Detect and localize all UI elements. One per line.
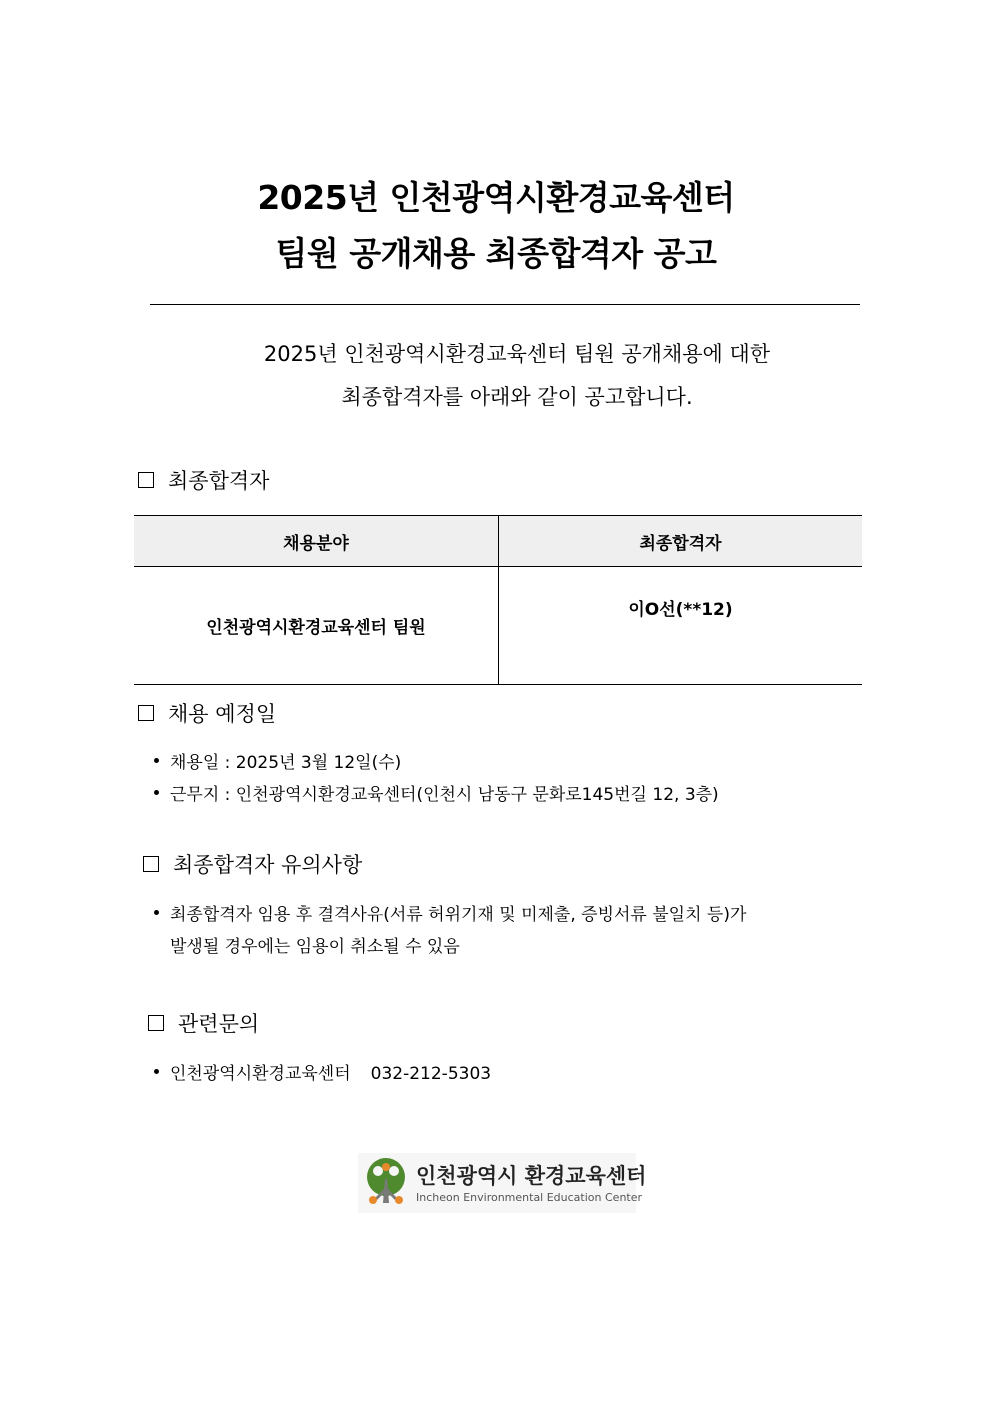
bullet-dot-icon [154,1069,159,1074]
checkbox-square-icon [148,1015,164,1031]
page-title-line-1: 2025년 인천광역시환경교육센터 [257,178,735,217]
bullet-dot-icon [154,910,159,915]
list-item [170,1059,491,1084]
table-cell-finalist: 이O선(**12) [499,567,863,685]
bullet-dot-icon [154,758,159,763]
list-item-continuation: 발생될 경우에는 임용이 취소될 수 있음 [170,937,460,957]
table-header-finalist: 최종합격자 [499,516,863,567]
checkbox-square-icon [138,705,154,721]
contact-org: 인천광역시환경교육센터 [170,1064,351,1084]
list-item-text: 근무지 : 인천광역시환경교육센터(인천시 남동구 문화로145번길 12, 3층) [170,785,719,805]
intro-line-1: 2025년 인천광역시환경교육센터 팀원 공개채용에 대한 [263,342,771,366]
intro-line-2: 최종합격자를 아래와 같이 공고합니다. [341,385,693,409]
section-schedule-heading-text: 채용 예정일 [168,702,277,726]
results-table [134,515,862,685]
section-contact-heading-text: 관련문의 [178,1012,260,1036]
logo-name-en: Incheon Environmental Education Center [416,1191,643,1204]
table-header-field: 채용분야 [134,516,499,567]
bullet-dot-icon [154,790,159,795]
tree-icon [367,1158,405,1204]
logo-name-kr: 인천광역시 환경교육센터 [416,1164,647,1188]
section-notes-heading [143,849,362,879]
table-row [134,567,862,685]
section-schedule-heading [138,698,276,728]
section-contact-heading [148,1008,259,1038]
section-notes-heading-text: 최종합격자 유의사항 [173,853,363,877]
section-results-heading-text: 최종합격자 [168,469,270,493]
list-item [170,780,719,805]
title-divider [150,304,860,305]
list-item-text: 채용일 : 2025년 3월 12일(수) [170,753,402,773]
list-item [170,748,401,773]
contact-phone: 032-212-5303 [370,1064,492,1084]
list-item [170,900,746,925]
list-item-text: 최종합격자 임용 후 결격사유(서류 허위기재 및 미제출, 증빙서류 불일치 등)가 [170,905,747,925]
checkbox-square-icon [138,472,154,488]
section-results-heading [138,465,269,495]
checkbox-square-icon [143,856,159,872]
page-title-line-2: 팀원 공개채용 최종합격자 공고 [275,234,717,273]
table-cell-field: 인천광역시환경교육센터 팀원 [134,567,499,685]
table-header-row [134,516,862,567]
